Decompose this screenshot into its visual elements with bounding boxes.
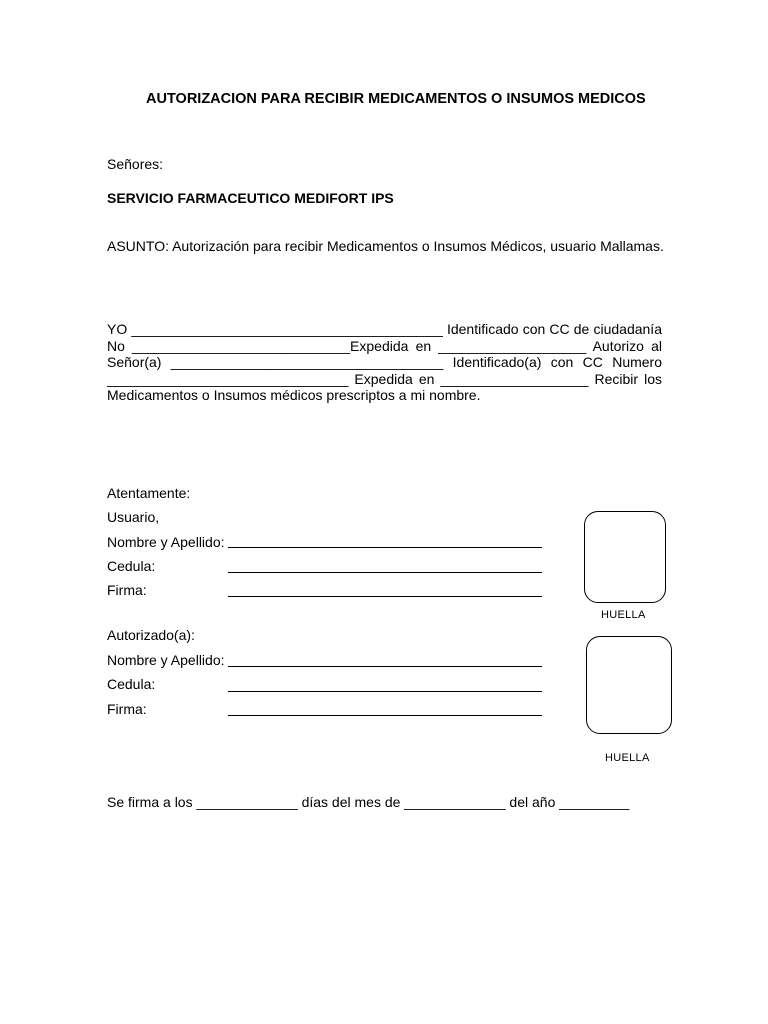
user-name-label: Nombre y Apellido: — [107, 534, 225, 550]
paragraph-line-2: No ____________________________Expedida en ___________________ Autorizo al — [107, 337, 662, 354]
salutation: Señores: — [107, 156, 164, 172]
authorized-id-label: Cedula: — [107, 676, 156, 692]
user-id-field[interactable] — [228, 572, 542, 573]
paragraph-line-1: YO ________________________________________ Identificado con CC de ciudadanía — [107, 321, 662, 337]
user-signature-field[interactable] — [228, 596, 542, 597]
authorized-name-label: Nombre y Apellido: — [107, 652, 225, 668]
paragraph-line-4: _______________________________ Expedida en ___________________ Recibir los — [107, 370, 662, 387]
subject-line: ASUNTO: Autorización para recibir Medicamentos o Insumos Médicos, usuario Mallamas. — [107, 238, 664, 254]
authorization-paragraph — [107, 321, 662, 404]
authorized-fingerprint-label: HUELLA — [605, 752, 650, 764]
signing-date-line: Se firma a los _____________ días del mes de _____________ del año _________ — [107, 794, 630, 810]
user-fingerprint-box[interactable] — [584, 511, 666, 603]
authorized-signature-field[interactable] — [228, 715, 542, 716]
authorized-name-field[interactable] — [228, 666, 542, 667]
user-name-field[interactable] — [228, 547, 542, 548]
authorized-signature-label: Firma: — [107, 701, 147, 717]
authorized-id-field[interactable] — [228, 691, 542, 692]
user-signature-label: Firma: — [107, 582, 147, 598]
user-id-label: Cedula: — [107, 558, 156, 574]
paragraph-line-5: Medicamentos o Insumos médicos prescriptos a mi nombre. — [107, 387, 481, 403]
paragraph-line-3: Señor(a) ___________________________________ Identificado(a) con CC Numero — [107, 354, 662, 370]
closing: Atentamente: — [107, 485, 191, 501]
authorized-heading: Autorizado(a): — [107, 627, 195, 643]
user-fingerprint-label: HUELLA — [601, 609, 646, 621]
document-title: AUTORIZACION PARA RECIBIR MEDICAMENTOS O INSUMOS MEDICOS — [146, 91, 646, 107]
recipient-name: SERVICIO FARMACEUTICO MEDIFORT IPS — [107, 190, 394, 206]
user-heading: Usuario, — [107, 509, 160, 525]
authorized-fingerprint-box[interactable] — [586, 636, 672, 734]
